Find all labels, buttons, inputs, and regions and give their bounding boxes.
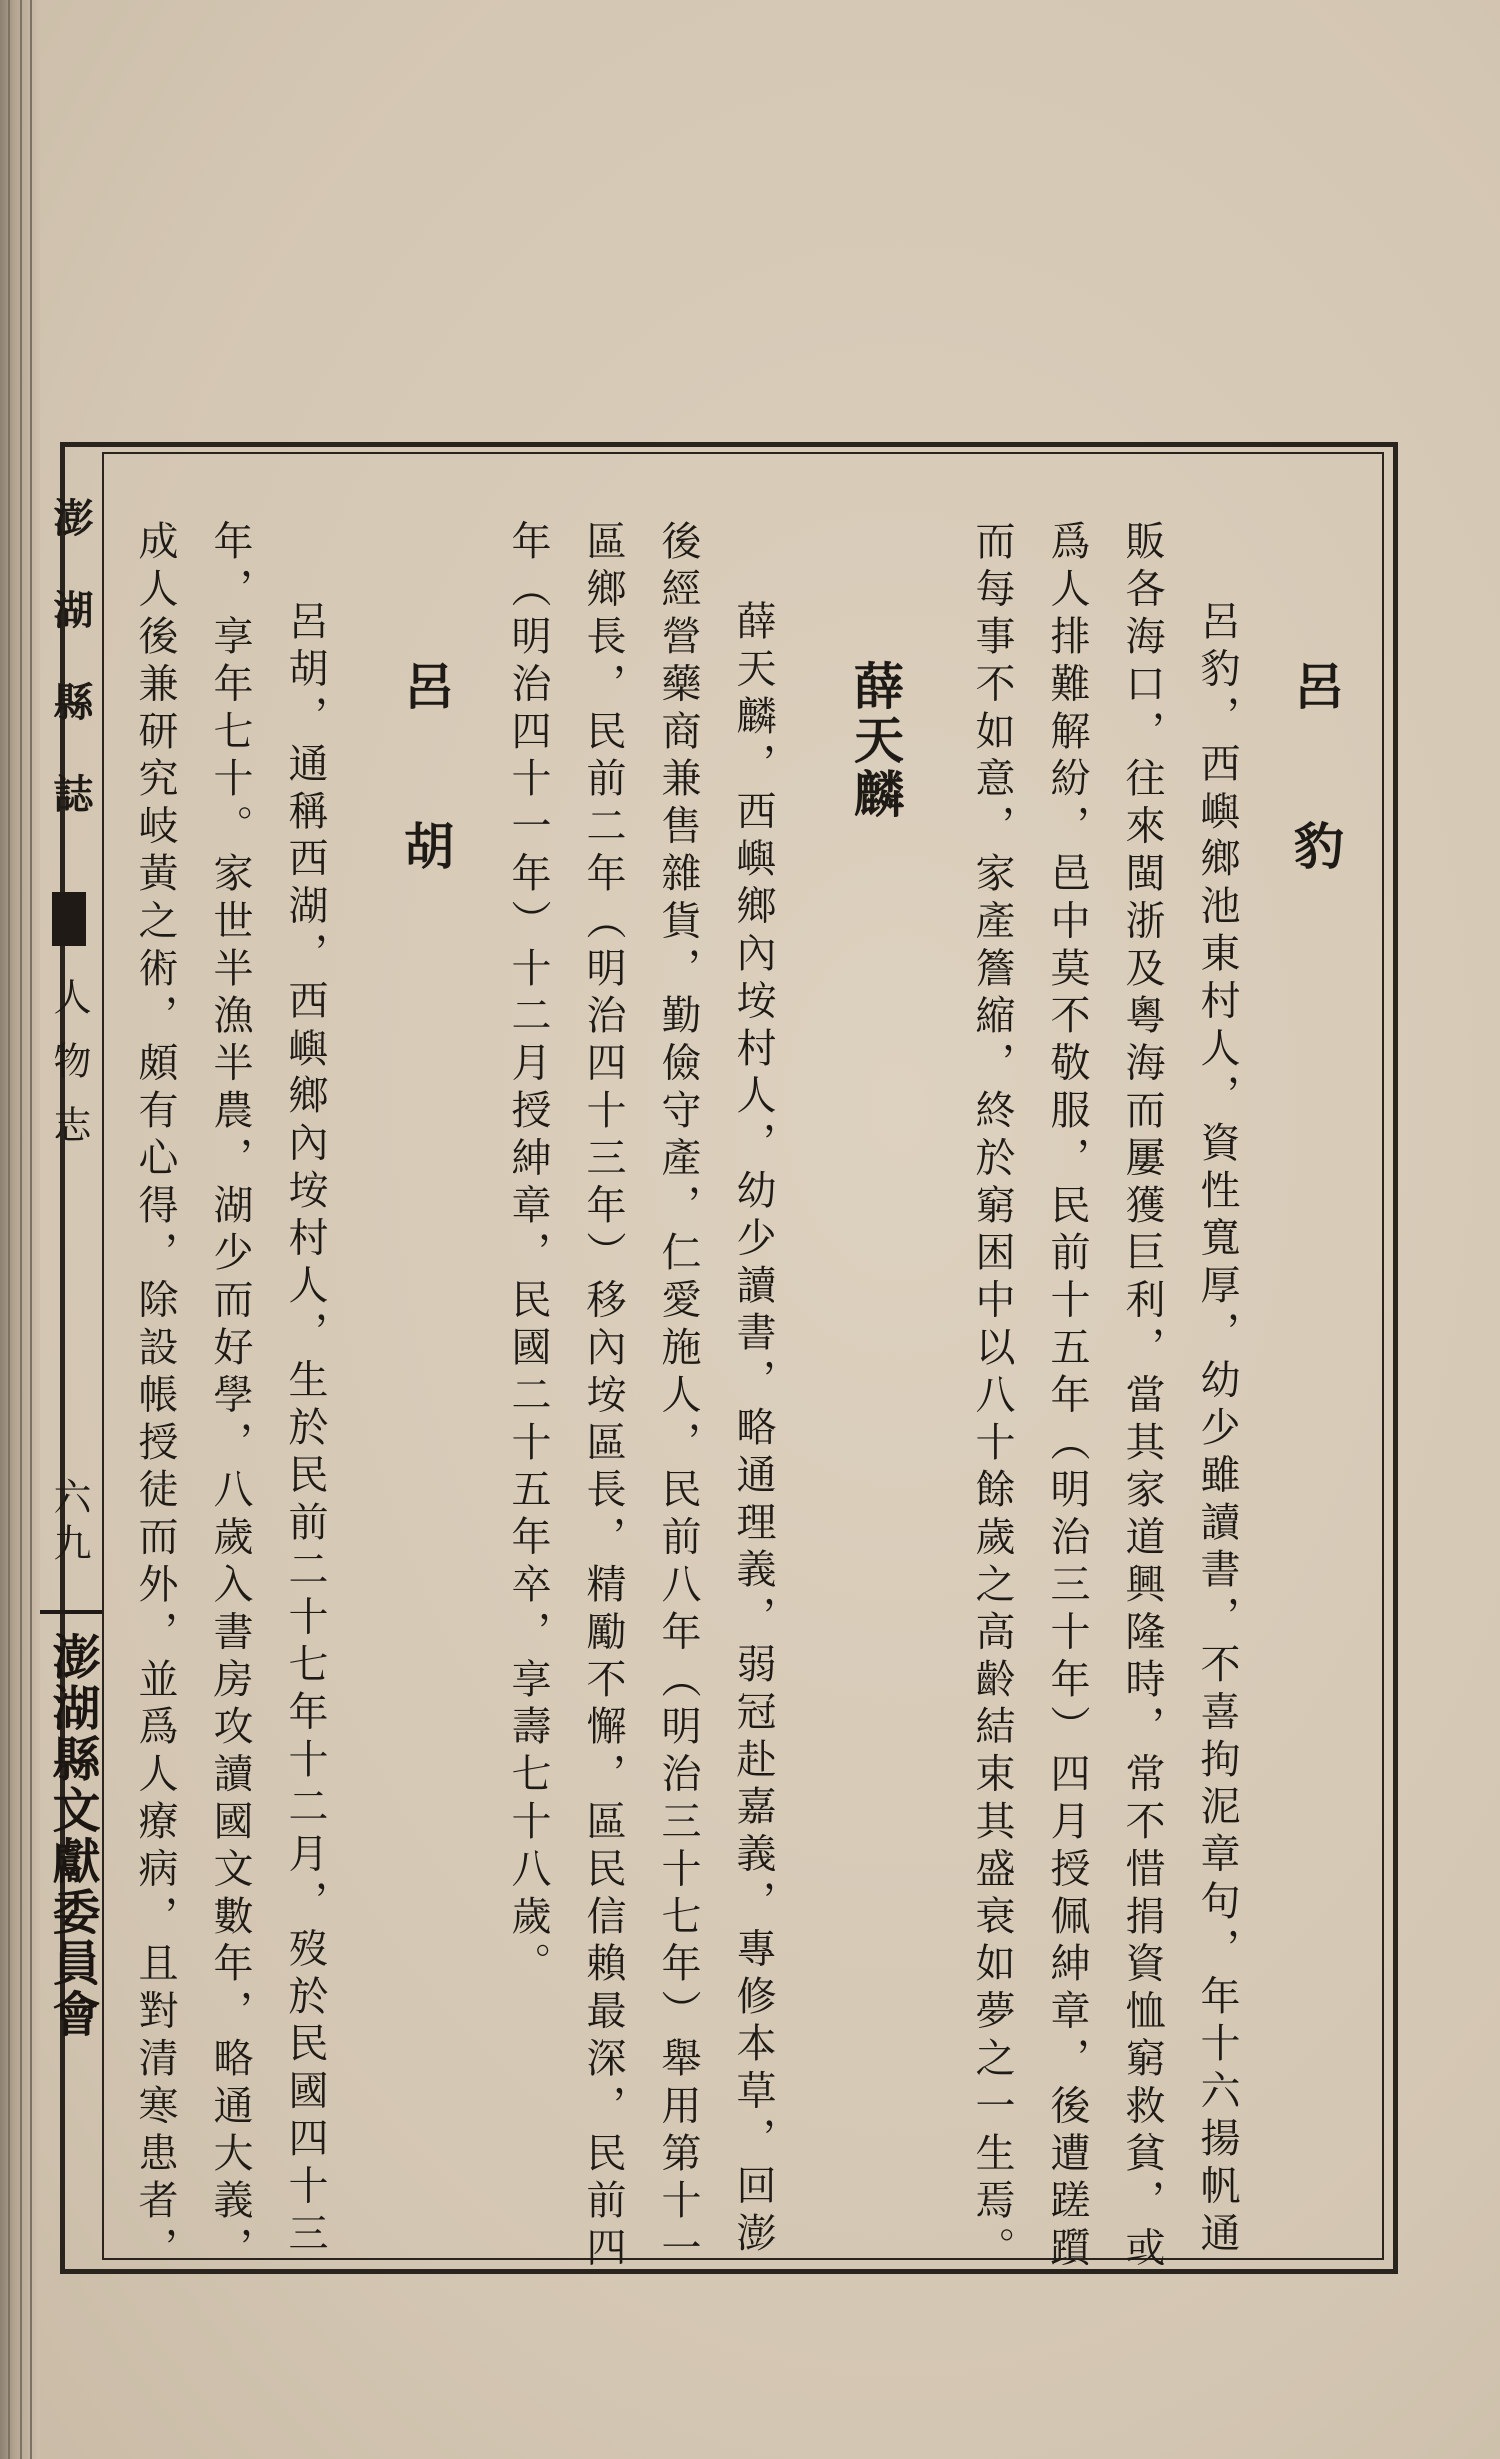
page-margin-column — [40, 452, 102, 2260]
section-heading-lu-hu: 呂 胡 — [396, 660, 455, 900]
text-column: 薛天麟，西嶼鄉內垵村人，幼少讀書，略通理義，弱冠赴嘉義，專修本草，回澎 — [730, 600, 776, 2259]
text-column: 年，享年七十。家世半漁半農，湖少而好學，八歲入書房攻讀國文數年，略通大義， — [207, 520, 253, 2274]
text-column: 年（明治四十一年）十二月授紳章，民國二十五年卒，享壽七十八歲。 — [505, 520, 551, 1990]
text-column: 呂胡，通稱西湖，西嶼鄉內垵村人，生於民前二十七年十二月，歿於民國四十三 — [282, 600, 328, 2259]
fishtail-marker — [52, 892, 86, 946]
section-heading-xue-tianlin: 薛天麟 — [846, 660, 905, 822]
chapter-name: 人物志 — [47, 977, 91, 1169]
book-title: 澎湖縣誌 — [47, 497, 94, 865]
page-edge-line — [20, 0, 22, 2459]
text-column: 區鄉長，民前二年（明治四十三年）移內垵區長，精勵不懈，區民信賴最深，民前四 — [580, 520, 626, 2274]
text-column: 呂豹，西嶼鄉池東村人，資性寬厚，幼少雖讀書，不喜拘泥章句，年十六揚帆通 — [1194, 600, 1240, 2259]
publisher-name: 澎湖縣文獻委員會 — [44, 1632, 100, 2040]
text-column: 成人後兼研究岐黃之術，頗有心得，除設帳授徒而外，並爲人療病，且對清寒患者， — [132, 520, 178, 2274]
page-edge-line — [30, 0, 32, 2459]
text-column: 販各海口，往來閩浙及粵海而屢獲巨利，當其家道興隆時，常不惜捐資恤窮救貧，或 — [1119, 520, 1165, 2274]
margin-divider — [40, 1610, 102, 1614]
text-column: 爲人排難解紛，邑中莫不敬服，民前十五年（明治三十年）四月授佩紳章，後遭蹉躓 — [1044, 520, 1090, 2274]
page-number: 六九 — [47, 1477, 91, 1569]
text-column: 而每事不如意，家產簷縮，終於窮困中以八十餘歲之高齡結束其盛衰如夢之一生焉。 — [969, 520, 1015, 2274]
section-heading-lu-bao: 呂 豹 — [1286, 660, 1345, 900]
page-edge-line — [8, 0, 10, 2459]
text-column: 後經營藥商兼售雜貨，勤儉守產，仁愛施人，民前八年（明治三十七年）舉用第十一 — [655, 520, 701, 2274]
